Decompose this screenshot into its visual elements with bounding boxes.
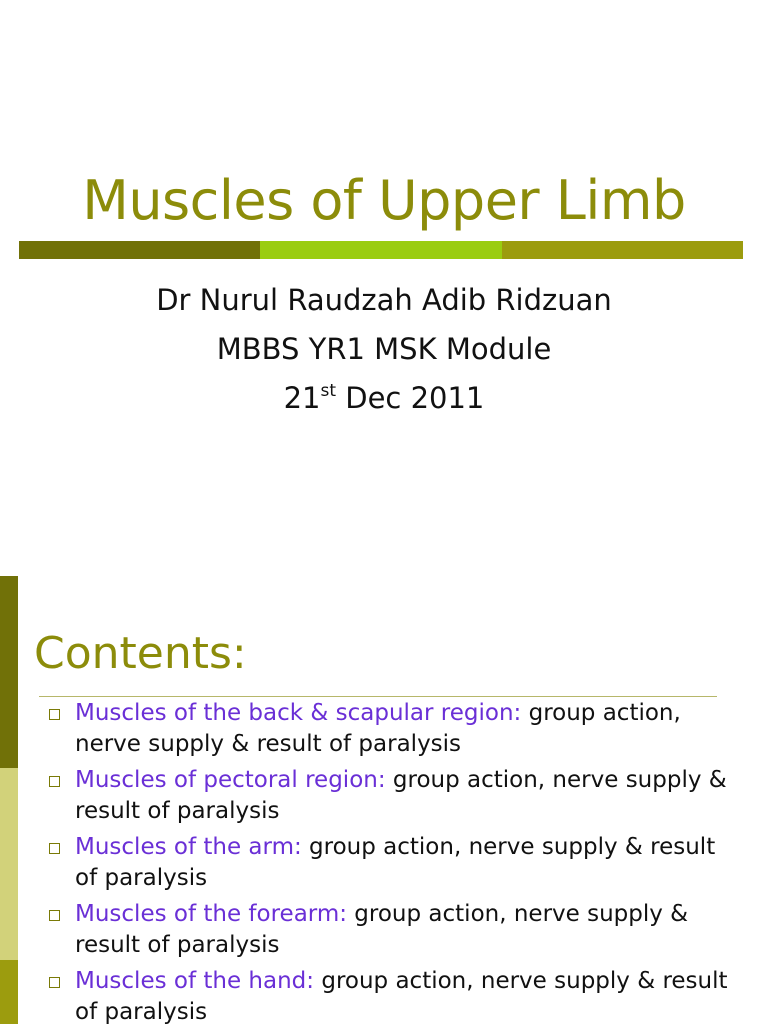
side-bar-segment-light xyxy=(0,768,18,960)
side-bar-segment-dark xyxy=(0,576,18,768)
item-rest: group action, nerve supply & result of paralysis xyxy=(75,968,728,1024)
square-bullet-icon xyxy=(49,910,60,921)
side-accent-bar xyxy=(0,576,18,1024)
list-item xyxy=(40,899,730,961)
contents-heading: Contents: xyxy=(34,628,247,679)
list-item xyxy=(40,698,730,760)
side-bar-segment-olive xyxy=(0,960,18,1024)
item-rest: group action, nerve supply & result of paralysis xyxy=(75,834,716,891)
item-rest: group action, nerve supply & result of paralysis xyxy=(75,700,681,757)
item-lead: Muscles of the back & scapular region: xyxy=(75,700,522,726)
divider-segment-olive xyxy=(502,241,743,259)
slide-title: Muscles of Upper Limb xyxy=(82,169,686,232)
list-item xyxy=(40,765,730,827)
item-lead: Muscles of the hand: xyxy=(75,968,315,994)
divider-segment-lime xyxy=(260,241,501,259)
list-item xyxy=(40,966,730,1024)
presentation-date xyxy=(0,380,768,416)
date-suffix: st xyxy=(320,381,337,401)
course-name: MBBS YR1 MSK Module xyxy=(216,332,552,366)
item-rest: group action, nerve supply & result of paralysis xyxy=(75,901,689,958)
divider-segment-dark xyxy=(19,241,260,259)
item-rest: group action, nerve supply & result of paralysis xyxy=(75,767,727,824)
square-bullet-icon xyxy=(49,977,60,988)
contents-list xyxy=(40,696,730,1024)
date-day: 21 xyxy=(283,381,321,415)
author-name: Dr Nurul Raudzah Adib Ridzuan xyxy=(156,283,612,317)
square-bullet-icon xyxy=(49,843,60,854)
list-item xyxy=(40,832,730,894)
contents-slide xyxy=(0,576,768,1024)
square-bullet-icon xyxy=(49,709,60,720)
date-rest: Dec 2011 xyxy=(336,381,485,415)
item-lead: Muscles of the forearm: xyxy=(75,901,347,927)
item-lead: Muscles of pectoral region: xyxy=(75,767,386,793)
title-divider-bar xyxy=(19,241,743,259)
square-bullet-icon xyxy=(49,776,60,787)
item-lead: Muscles of the arm: xyxy=(75,834,302,860)
